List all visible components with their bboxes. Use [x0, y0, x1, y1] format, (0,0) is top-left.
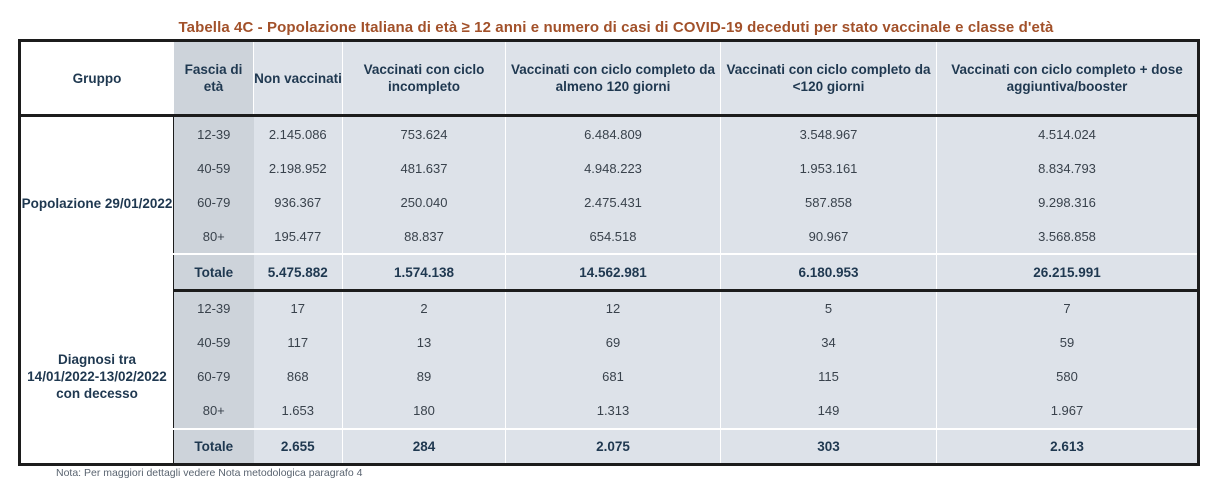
data-table [18, 39, 1200, 466]
header-gruppo: Gruppo [20, 41, 174, 116]
table-row [20, 219, 1199, 254]
title-covid: COVID-19 [672, 19, 743, 36]
header-fascia-eta: Fascia di età [174, 41, 254, 116]
header-completo-oltre-120: Vaccinati con ciclo completo da almeno 120 giorni [506, 41, 721, 116]
table-row [20, 151, 1199, 185]
value-cell: 6.484.809 [506, 116, 721, 152]
value-cell: 12 [506, 290, 721, 326]
value-cell: 1.653 [254, 394, 343, 429]
value-cell: 4.948.223 [506, 151, 721, 185]
age-cell: 12-39 [174, 116, 254, 152]
header-ciclo-incompleto: Vaccinati con ciclo incompleto [343, 41, 506, 116]
header-row [20, 41, 1199, 116]
total-value: 303 [721, 429, 937, 465]
group-label-popolazione: Popolazione 29/01/2022 [20, 116, 174, 290]
total-value: 26.215.991 [937, 254, 1199, 290]
value-cell: 2.145.086 [254, 116, 343, 152]
table-title [18, 19, 1214, 36]
value-cell: 2 [343, 290, 506, 326]
title-part-2: deceduti per stato vaccinale e classe d'età [747, 19, 1054, 36]
value-cell: 1.967 [937, 394, 1199, 429]
value-cell: 34 [721, 326, 937, 360]
age-cell: 40-59 [174, 326, 254, 360]
age-cell: 12-39 [174, 290, 254, 326]
age-cell: 60-79 [174, 185, 254, 219]
header-booster: Vaccinati con ciclo completo + dose aggiuntiva/booster [937, 41, 1199, 116]
total-row [20, 429, 1199, 465]
value-cell: 2.198.952 [254, 151, 343, 185]
age-cell: 40-59 [174, 151, 254, 185]
total-value: 2.075 [506, 429, 721, 465]
value-cell: 3.568.858 [937, 219, 1199, 254]
group-label-decessi: Diagnosi tra 14/01/2022-13/02/2022 con decesso [20, 290, 174, 464]
value-cell: 936.367 [254, 185, 343, 219]
value-cell: 3.548.967 [721, 116, 937, 152]
table-row [20, 326, 1199, 360]
value-cell: 69 [506, 326, 721, 360]
table-row [20, 360, 1199, 394]
total-value: 6.180.953 [721, 254, 937, 290]
title-part-1: Tabella 4C - Popolazione Italiana di età ≥ 12 anni e numero di casi di [178, 19, 669, 36]
total-value: 2.655 [254, 429, 343, 465]
footnote: Nota: Per maggiori dettagli vedere Nota metodologica paragrafo 4 [56, 467, 363, 479]
total-label: Totale [174, 254, 254, 290]
total-label: Totale [174, 429, 254, 465]
value-cell: 117 [254, 326, 343, 360]
value-cell: 88.837 [343, 219, 506, 254]
total-value: 14.562.981 [506, 254, 721, 290]
value-cell: 587.858 [721, 185, 937, 219]
table-row [20, 116, 1199, 152]
value-cell: 1.953.161 [721, 151, 937, 185]
value-cell: 481.637 [343, 151, 506, 185]
value-cell: 5 [721, 290, 937, 326]
total-value: 5.475.882 [254, 254, 343, 290]
value-cell: 8.834.793 [937, 151, 1199, 185]
value-cell: 115 [721, 360, 937, 394]
value-cell: 13 [343, 326, 506, 360]
value-cell: 681 [506, 360, 721, 394]
value-cell: 7 [937, 290, 1199, 326]
value-cell: 195.477 [254, 219, 343, 254]
value-cell: 2.475.431 [506, 185, 721, 219]
total-value: 1.574.138 [343, 254, 506, 290]
value-cell: 580 [937, 360, 1199, 394]
table-row [20, 394, 1199, 429]
table-row [20, 185, 1199, 219]
table-row [20, 290, 1199, 326]
age-cell: 80+ [174, 219, 254, 254]
header-non-vaccinati: Non vaccinati [254, 41, 343, 116]
value-cell: 149 [721, 394, 937, 429]
header-completo-meno-120: Vaccinati con ciclo completo da <120 giorni [721, 41, 937, 116]
value-cell: 4.514.024 [937, 116, 1199, 152]
age-cell: 60-79 [174, 360, 254, 394]
value-cell: 17 [254, 290, 343, 326]
value-cell: 654.518 [506, 219, 721, 254]
total-value: 2.613 [937, 429, 1199, 465]
total-value: 284 [343, 429, 506, 465]
value-cell: 753.624 [343, 116, 506, 152]
value-cell: 250.040 [343, 185, 506, 219]
value-cell: 89 [343, 360, 506, 394]
value-cell: 9.298.316 [937, 185, 1199, 219]
value-cell: 59 [937, 326, 1199, 360]
value-cell: 90.967 [721, 219, 937, 254]
total-row [20, 254, 1199, 290]
value-cell: 1.313 [506, 394, 721, 429]
value-cell: 180 [343, 394, 506, 429]
age-cell: 80+ [174, 394, 254, 429]
value-cell: 868 [254, 360, 343, 394]
